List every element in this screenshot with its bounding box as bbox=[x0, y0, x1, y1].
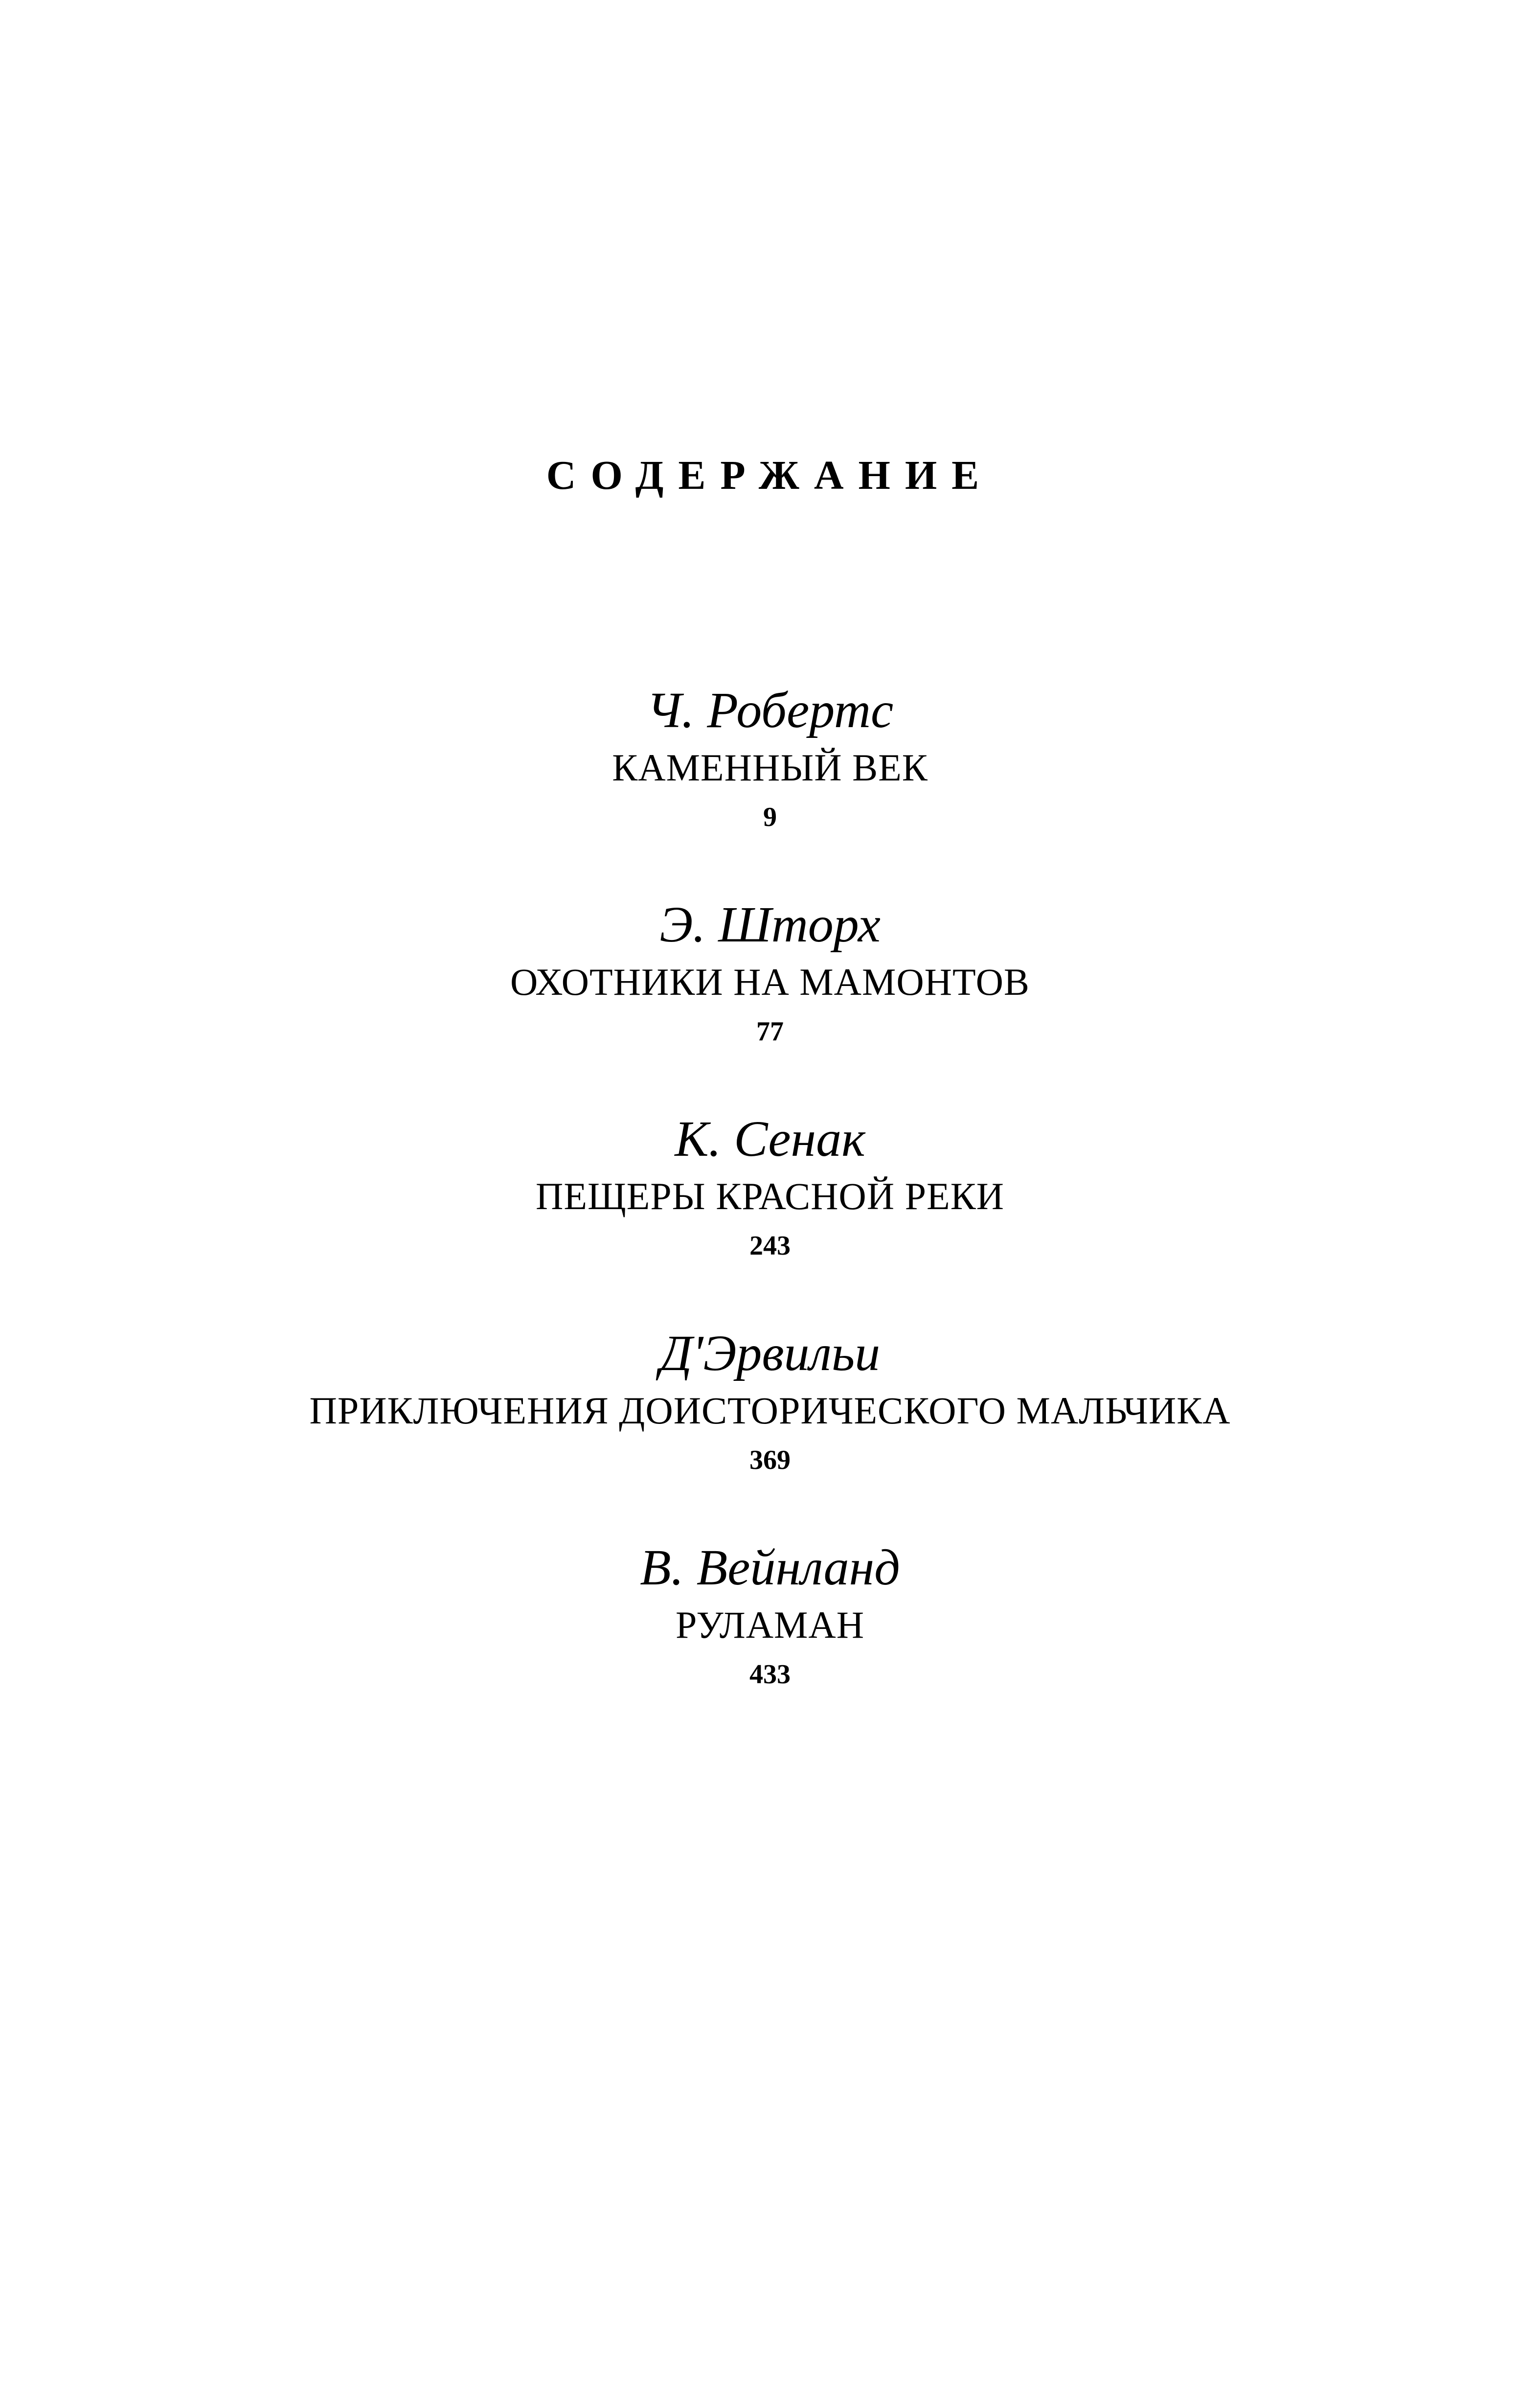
toc-page-number: 9 bbox=[763, 802, 777, 832]
toc-heading: СОДЕРЖАНИЕ bbox=[546, 453, 994, 498]
toc-entry bbox=[0, 1325, 1540, 1475]
toc-author: К. Сенак bbox=[675, 1111, 865, 1167]
toc-page-number: 369 bbox=[749, 1445, 791, 1475]
toc-title: ОХОТНИКИ НА МАМОНТОВ bbox=[510, 961, 1030, 1003]
toc-page-number: 77 bbox=[756, 1016, 784, 1047]
toc-author: Д'Эрвильи bbox=[659, 1325, 881, 1381]
toc-page-number: 433 bbox=[749, 1659, 791, 1690]
toc-title: ПЕЩЕРЫ КРАСНОЙ РЕКИ bbox=[536, 1175, 1004, 1217]
toc-page-number: 243 bbox=[749, 1231, 791, 1261]
toc-entry bbox=[0, 896, 1540, 1047]
toc-entry bbox=[0, 682, 1540, 832]
toc-author: Ч. Робертс bbox=[646, 682, 894, 738]
toc-entry bbox=[0, 1539, 1540, 1690]
toc-title: КАМЕННЫЙ ВЕК bbox=[612, 746, 928, 789]
toc-author: Э. Шторх bbox=[659, 896, 881, 953]
toc-title: РУЛАМАН bbox=[675, 1603, 865, 1646]
toc-author: В. Вейнланд bbox=[640, 1539, 900, 1596]
toc-entry bbox=[0, 1111, 1540, 1261]
toc-title: ПРИКЛЮЧЕНИЯ ДОИСТОРИЧЕСКОГО МАЛЬЧИКА bbox=[309, 1389, 1231, 1432]
